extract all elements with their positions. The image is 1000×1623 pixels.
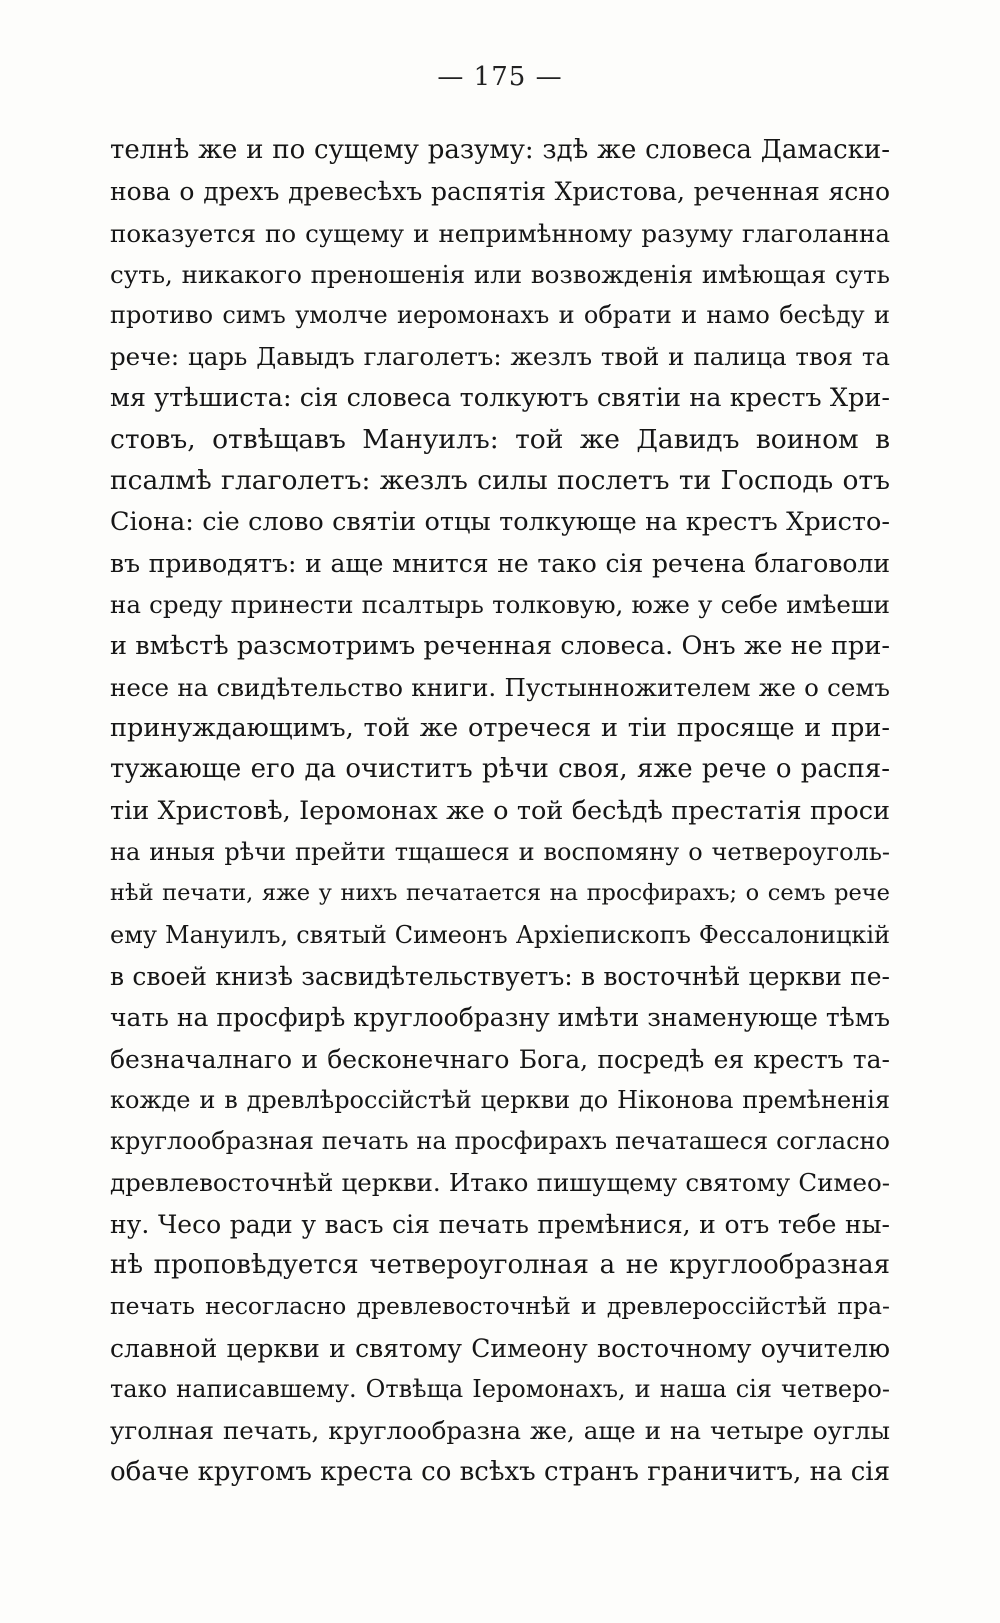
text-line: ему Мануилъ, святый Симеонъ Архіепископъ Фессалоницкій [110,920,890,949]
text-line: и вмѣстѣ разсмотримъ реченная словеса. Онъ же не при- [110,630,890,661]
text-line: печать несогласно древлевосточнѣй и древлероссійстѣй пра- [110,1292,890,1321]
text-line: псалмѣ глаголетъ: жезлъ силы послетъ ти Господь отъ [110,465,890,497]
text-line: древлевосточнѣй церкви. Итако пишущему святому Симео- [110,1168,890,1198]
text-line: Сіона: сіе слово святіи отцы толкующе на крестъ Христо- [110,506,890,537]
text-line: обаче кругомъ креста со всѣхъ странъ граничитъ, на сія [110,1456,890,1487]
text-line: уголная печать, круглообразна же, аще и на четыре оуглы [110,1416,890,1446]
text-line: тіи Христовѣ, Іеромонах же о той бесѣдѣ престатія проси [110,795,890,826]
text-line: на иныя рѣчи прейти тщашеся и воспомяну о четвероуголь- [110,838,890,867]
text-line: кожде и в древлѣроссійстѣй церкви до Ніконова премѣненія [110,1085,890,1114]
text-line: безначалнаго и бесконечнаго Бога, посредѣ ея крестъ та- [110,1044,890,1074]
text-line: нѣ проповѣдуется четвероуголная а не круглообразная [110,1250,890,1281]
text-line: телнѣ же и по сущему разуму: здѣ же словеса Дамаски- [110,135,890,165]
text-line: круглообразная печать на просфирахъ печаташеся согласно [110,1127,890,1156]
text-line: показуется по сущему и непримѣнному разуму глаголанна [110,218,890,248]
text-line: нова о дрехъ древесѣхъ распятія Христова, реченная ясно [110,177,890,207]
page-number: — 175 — [437,62,563,92]
text-line: в своей книзѣ засвидѣтельствуетъ: в восточнѣй церкви пе- [110,961,890,991]
text-line: несе на свидѣтельство книги. Пустынножителем же о семъ [110,672,890,702]
text-line: на среду принести псалтырь толковую, юже у себе имѣеши [110,590,890,620]
text-line: противо симъ умолче иеромонахъ и обрати и намо бесѣду и [110,301,890,330]
text-line: стовъ, отвѣщавъ Мануилъ: той же Давидъ воином в [110,424,890,456]
text-line: славной церкви и святому Симеону восточному оучителю [110,1333,890,1363]
text-line: рече: царь Давыдъ глаголетъ: жезлъ твой и палица твоя та [110,342,890,372]
text-line: суть, никакого преношенія или возвожденія имѣющая суть [110,259,890,289]
text-line: тужающе его да очиститъ рѣчи своя, яже рече о распя- [110,754,890,785]
text-line: мя утѣшиста: сія словеса толкуютъ святіи на крестъ Хри- [110,382,890,413]
text-line: нѣй печати, яже у нихъ печатается на просфирахъ; о семъ рече [110,880,890,907]
text-line: ну. Чесо ради у васъ сія печать премѣнися, и отъ тебе ны- [110,1209,890,1239]
text-line: чать на просфирѣ круглообразну имѣти знаменующе тѣмъ [110,1003,890,1033]
text-line: принуждающимъ, той же отречеся и тіи просяще и при- [110,713,890,744]
text-body [110,130,890,1493]
text-line: тако написавшему. Отвѣща Іеромонахъ, и наша сія четверо- [110,1374,890,1403]
text-line: въ приводятъ: и аще мнится не тако сія речена благоволи [110,548,890,578]
